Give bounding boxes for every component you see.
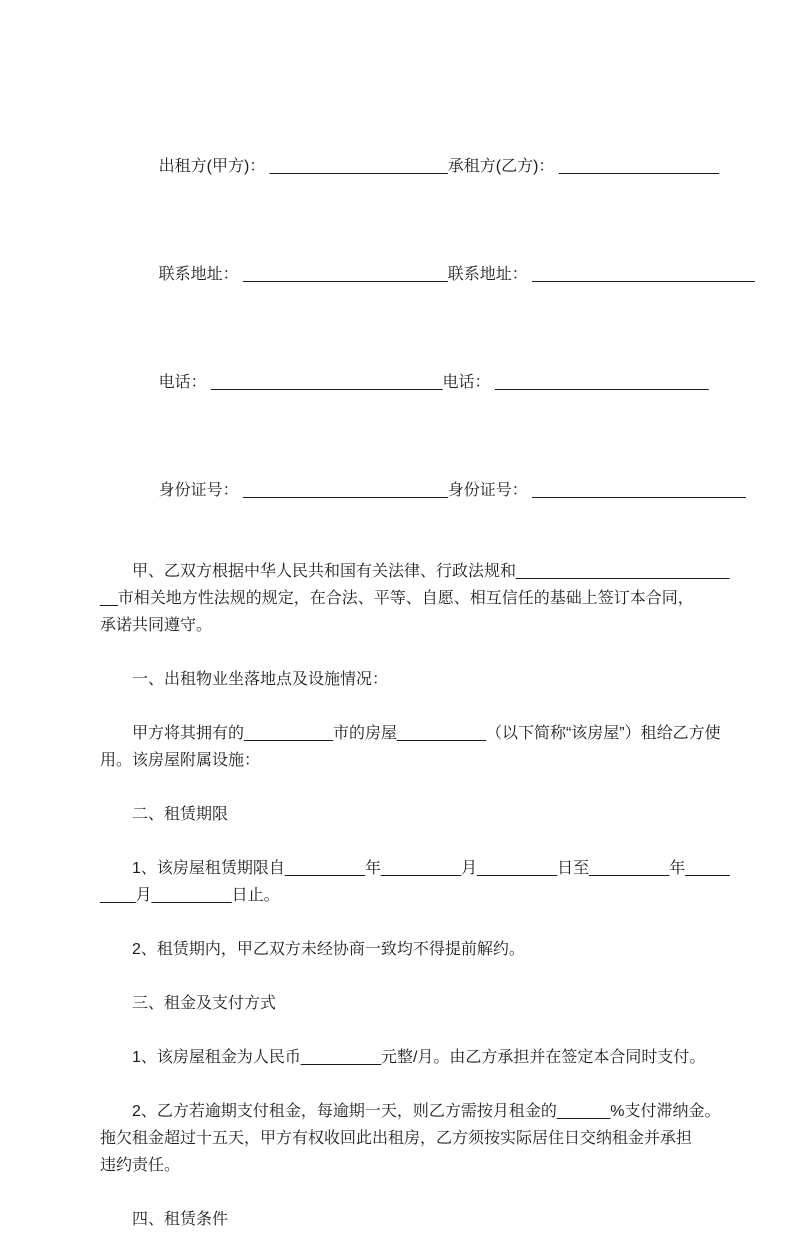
term-clause-1-line-1: 1、该房屋租赁期限自_________年_________月_________日至_________年_____ xyxy=(132,860,730,877)
id-number-row xyxy=(100,450,746,531)
contact-address-row xyxy=(100,234,755,315)
lessor-phone-blank: __________________________ xyxy=(211,374,443,391)
rent-clause-2-line-1: 2、乙方若逾期支付租金，每逾期一天，则乙方需按月租金的______%支付滞纳金。 xyxy=(132,1103,721,1120)
legal-basis-line-1: 甲、乙双方根据中华人民共和国有关法律、行政法规和________________________ xyxy=(132,563,730,580)
legal-basis-line-3: 承诺共同遵守。 xyxy=(100,617,213,634)
legal-basis-line-2: __市相关地方性法规的规定，在合法、平等、自愿、相互信任的基础上签订本合同， xyxy=(100,590,694,607)
lessee-phone-blank: ________________________ xyxy=(494,374,709,391)
section-3-heading: 三、租金及支付方式 xyxy=(132,995,277,1012)
section-4-heading: 四、租赁条件 xyxy=(132,1211,229,1228)
parties-row xyxy=(100,126,720,207)
rent-clause-2-line-3: 违约责任。 xyxy=(100,1157,181,1174)
rent-clause-2-paragraph xyxy=(100,1098,721,1179)
legal-basis-paragraph xyxy=(100,558,730,639)
premises-clause-line-1: 甲方将其拥有的__________市的房屋__________（以下简称“该房屋”）租给乙方使 xyxy=(132,725,721,742)
section-1-heading: 一、出租物业坐落地点及设施情况： xyxy=(132,671,389,688)
lessor-address-label: 联系地址： xyxy=(158,266,244,283)
section-2-heading: 二、租赁期限 xyxy=(132,806,229,823)
lessee-name-blank: __________________ xyxy=(558,158,720,175)
phone-row xyxy=(100,342,713,423)
lessee-phone-label: 电话： xyxy=(442,374,495,391)
lessee-party-label: 承租方(乙方)： xyxy=(447,158,559,175)
rent-clause-1-paragraph: 1、该房屋租金为人民币_________元整/月。由乙方承担并在签定本合同时支付。 xyxy=(132,1049,706,1066)
lessee-id-label: 身份证号： xyxy=(447,482,533,499)
lessor-name-blank: ____________________ xyxy=(269,158,448,175)
lessor-phone-label: 电话： xyxy=(158,374,212,391)
lessor-address-blank: _______________________ xyxy=(243,266,448,283)
premises-clause-line-2: 用。该房屋附属设施： xyxy=(100,752,261,769)
term-clause-1-line-2: ____月_________日止。 xyxy=(100,887,280,904)
contract-body xyxy=(100,126,755,1260)
term-clause-1-paragraph xyxy=(100,855,730,909)
lessee-id-blank: ________________________ xyxy=(532,482,746,499)
lessor-id-label: 身份证号： xyxy=(158,482,244,499)
lessor-id-blank: _______________________ xyxy=(243,482,448,499)
premises-clause-paragraph xyxy=(100,720,721,774)
lessor-party-label: 出租方(甲方)： xyxy=(158,158,270,175)
rent-clause-2-line-2: 拖欠租金超过十五天，甲方有权收回此出租房，乙方须按实际居住日交纳租金并承担 xyxy=(100,1130,693,1147)
lessee-address-blank: _________________________ xyxy=(532,266,755,283)
term-clause-2-paragraph: 2、租赁期内，甲乙双方未经协商一致均不得提前解约。 xyxy=(132,941,525,958)
lessee-address-label: 联系地址： xyxy=(447,266,533,283)
